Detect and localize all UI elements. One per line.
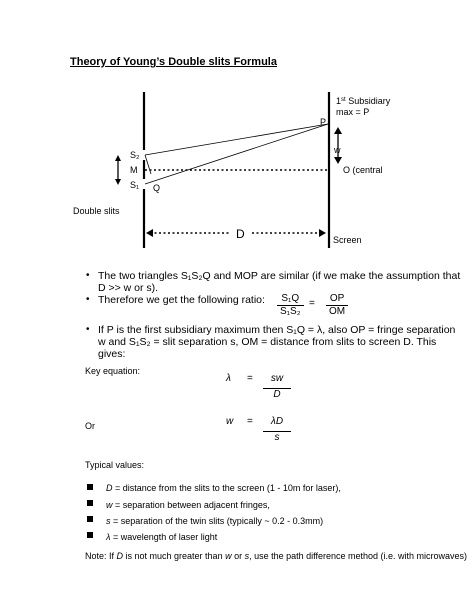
eq1-num: sw <box>270 373 284 384</box>
subsidiary-label: 1st Subsidiary <box>336 96 391 106</box>
o-label: O (central <box>343 165 383 175</box>
d-label: D <box>236 227 245 241</box>
s-arrow-head-down <box>115 179 121 185</box>
bullet-marker: • <box>86 294 90 305</box>
q-label: Q <box>153 183 161 193</box>
subsidiary-label-2: max = P <box>336 107 370 117</box>
eq2-den: s <box>263 431 291 444</box>
perpendicular-s2-q <box>145 155 151 174</box>
square-bullet <box>87 484 93 490</box>
square-bullet <box>87 532 93 538</box>
w-label: w <box>334 145 341 155</box>
typical-item-text: = wavelength of laser light <box>110 532 218 542</box>
note-sym: D <box>116 551 124 561</box>
s-arrow-head-up <box>115 155 121 161</box>
bullet-3-line-2: w and S₁S₂ = slit separation s, OM = distance from slits to screen D. This <box>98 336 437 348</box>
or-label: Or <box>85 421 95 431</box>
eq2-equals: = <box>247 416 253 427</box>
ratio-left-den: S₁S₂ <box>277 305 304 318</box>
typical-item-text: = separation between adjacent fringes, <box>112 500 270 510</box>
typical-item-sym: λ <box>106 532 111 542</box>
typical-item-d <box>106 483 341 493</box>
note-sym: s <box>244 551 250 561</box>
square-bullet <box>87 516 93 522</box>
w-arrow-head-down <box>334 157 342 164</box>
typical-item-text: = separation of the twin slits (typically ~ 0.2 - 0.3mm) <box>110 516 324 526</box>
bullet-3-line-1: If P is the first subsidiary maximum then S₁Q = λ, also OP = fringe separation <box>98 324 456 336</box>
page-title: Theory of Young’s Double slits Formula <box>70 56 277 68</box>
s2-label: S₂ <box>130 150 140 160</box>
key-equation-label: Key equation: <box>85 366 141 376</box>
bullet-3-line-3: gives: <box>98 348 126 360</box>
note-prefix: Note: If <box>85 551 117 561</box>
s1-label: S₁ <box>130 180 140 190</box>
square-bullet <box>87 500 93 506</box>
typical-item-sym: s <box>106 516 111 526</box>
bullet-1-line-2: D >> w or s). <box>98 282 159 294</box>
ratio-equals: = <box>309 298 315 309</box>
d-arrow-head-right <box>319 229 326 237</box>
ray-s2-p <box>145 124 328 155</box>
eq2-fraction <box>263 416 291 444</box>
bullet-marker: • <box>86 324 90 335</box>
bullet-marker: • <box>86 270 90 281</box>
note-line <box>85 551 467 561</box>
note-suffix: , use the path difference method (i.e. with microwaves) <box>249 551 468 561</box>
typical-item-s <box>106 516 323 526</box>
eq2-num: λD <box>270 416 284 427</box>
bullet-2-text: Therefore we get the following ratio: <box>98 294 265 306</box>
eq1-den: D <box>263 388 291 401</box>
typical-item-sym: D <box>106 483 113 493</box>
ratio-right-den: OM <box>326 305 348 318</box>
eq1-lhs: λ <box>226 373 231 384</box>
ratio-left-num: S₁Q <box>281 293 300 304</box>
typical-values-heading: Typical values: <box>85 460 145 470</box>
screen-label: Screen <box>333 235 362 245</box>
note-mid: or <box>231 551 245 561</box>
ratio-right-fraction <box>326 293 348 318</box>
ray-s1-p <box>145 124 328 184</box>
m-label: M <box>130 165 138 175</box>
bullet-1-line-1: The two triangles S₁S₂Q and MOP are similar (if we make the assumption that <box>98 270 461 282</box>
p-label: P <box>320 117 327 127</box>
eq1-equals: = <box>247 373 253 384</box>
d-arrow-head-left <box>146 229 153 237</box>
typical-item-w <box>106 500 270 510</box>
note-mid: is not much greater than <box>123 551 226 561</box>
eq2-lhs: w <box>226 416 234 427</box>
typical-item-sym: w <box>106 500 113 510</box>
typical-item-text: = distance from the slits to the screen (1 - 10m for laser), <box>112 483 341 493</box>
double-slits-label: Double slits <box>73 206 120 216</box>
w-arrow-head-up <box>334 127 342 134</box>
eq1-fraction <box>263 373 291 401</box>
ratio-right-num: OP <box>329 293 345 304</box>
ratio-left-fraction <box>277 293 304 318</box>
note-sym: w <box>225 551 232 561</box>
typical-item-lambda <box>106 532 217 542</box>
